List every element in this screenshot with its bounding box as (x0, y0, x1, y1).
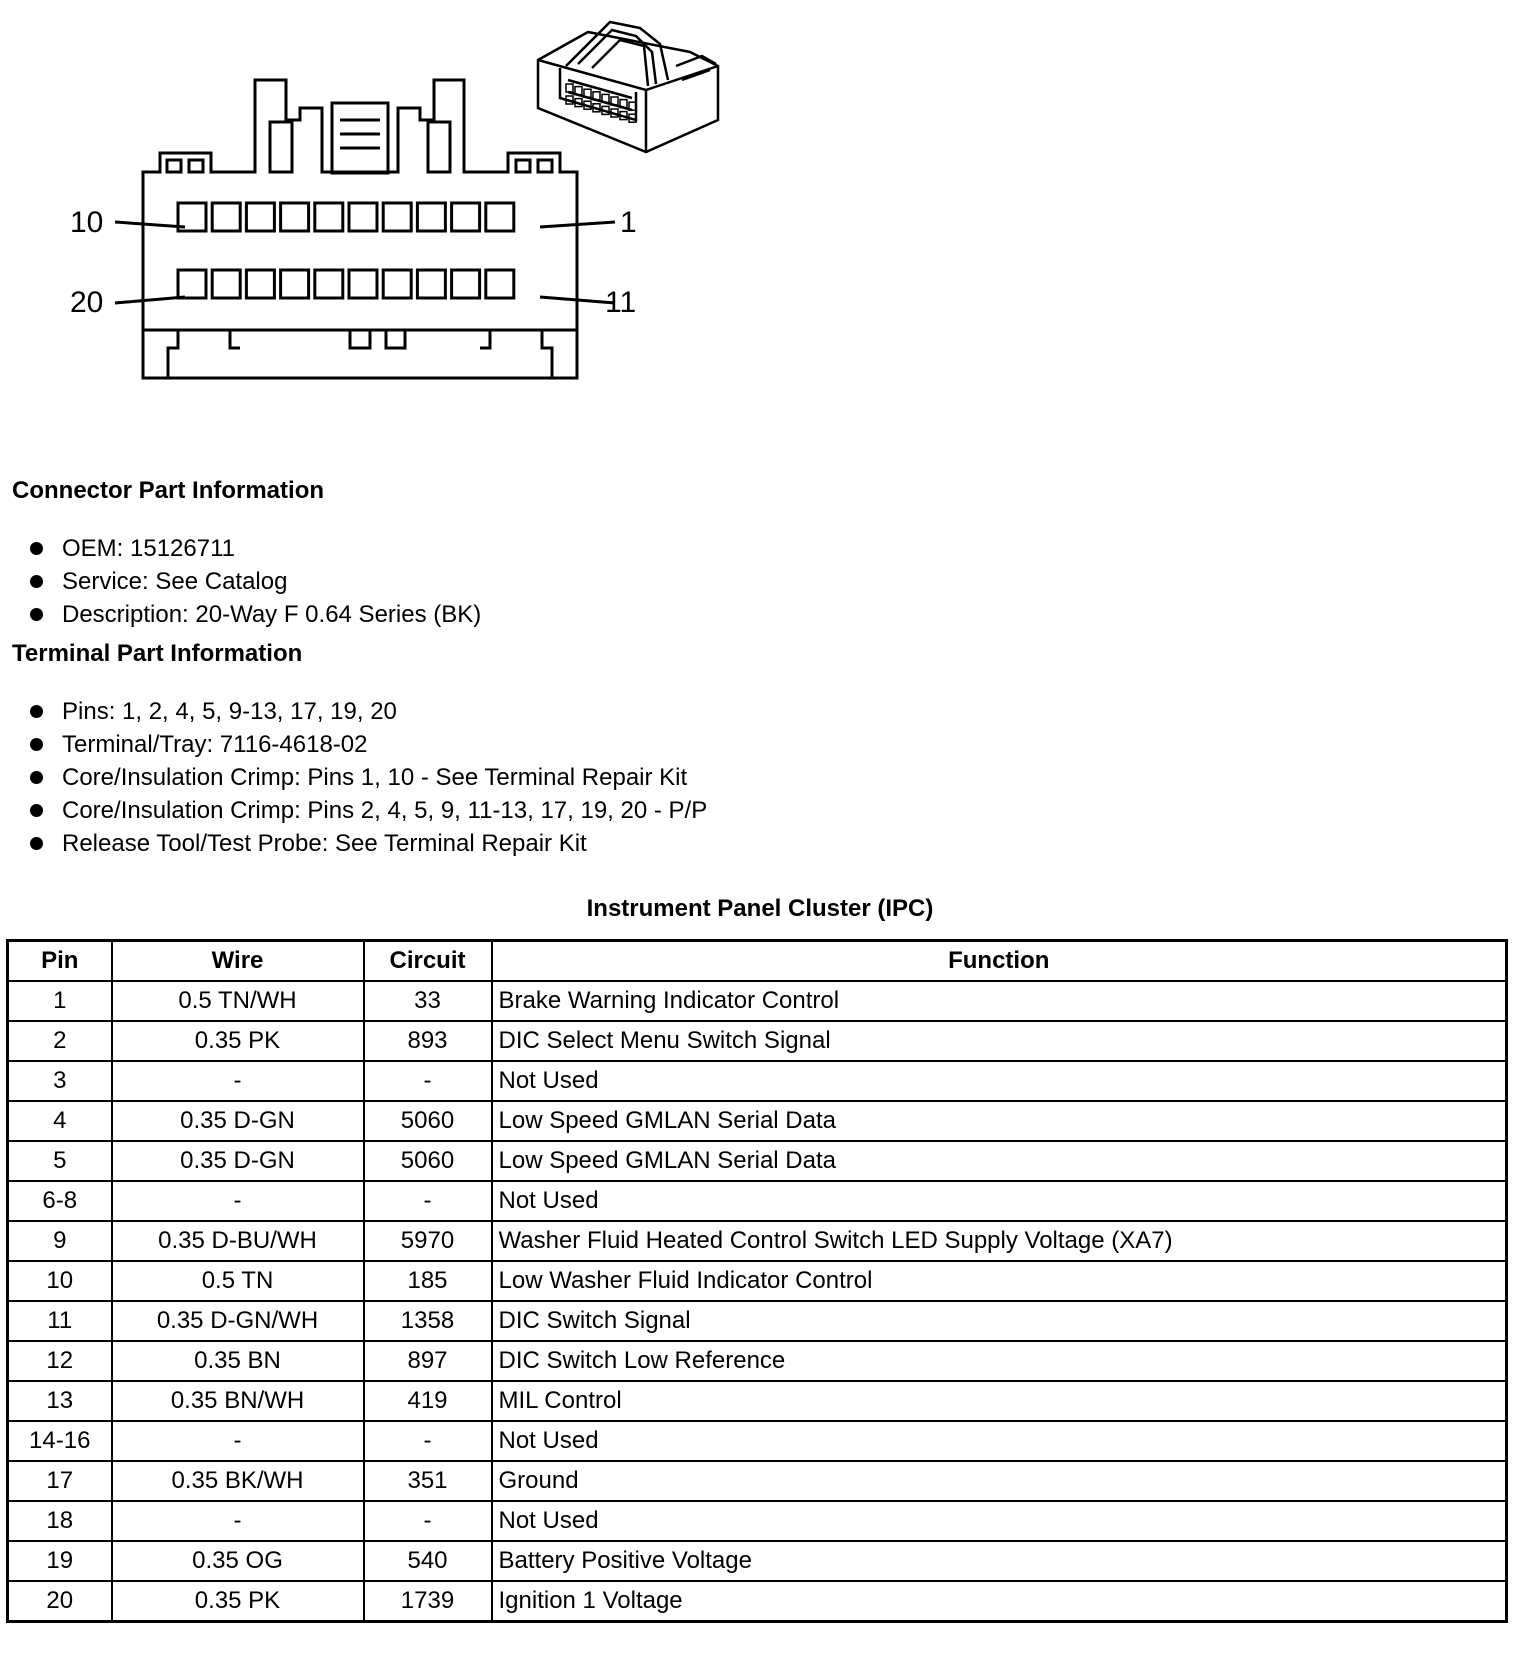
cell-pin: 14-16 (8, 1421, 112, 1461)
terminal-cavity (178, 270, 206, 298)
cavity-row-bottom (178, 270, 514, 298)
cell-pin: 13 (8, 1381, 112, 1421)
cell-circuit: 5970 (364, 1221, 492, 1261)
cell-pin: 17 (8, 1461, 112, 1501)
bullet-icon (30, 837, 43, 850)
bullet-icon (30, 542, 43, 555)
terminal-cavity (246, 270, 274, 298)
bullet-icon (30, 575, 43, 588)
connector-part-heading: Connector Part Information (12, 477, 325, 504)
cavity-row-top (178, 203, 514, 231)
bullet-icon (30, 804, 43, 817)
terminal-part-heading: Terminal Part Information (12, 640, 303, 667)
cell-circuit: - (364, 1061, 492, 1101)
cell-wire: - (112, 1061, 364, 1101)
list-item: Core/Insulation Crimp: Pins 1, 10 - See Terminal Repair Kit (28, 761, 707, 794)
terminal-part-list (28, 695, 707, 860)
cell-pin: 4 (8, 1101, 112, 1141)
table-header-row (8, 941, 1507, 982)
terminal-cavity (212, 203, 240, 231)
pin-label-11: 11 (605, 286, 637, 319)
list-item: Terminal/Tray: 7116-4618-02 (28, 728, 707, 761)
cell-wire: 0.35 D-GN (112, 1101, 364, 1141)
table-title: Instrument Panel Cluster (IPC) (586, 895, 934, 922)
cell-circuit: 540 (364, 1541, 492, 1581)
cell-pin: 19 (8, 1541, 112, 1581)
cell-wire: 0.35 OG (112, 1541, 364, 1581)
connector-3d-illustration (538, 22, 718, 152)
cell-circuit: - (364, 1181, 492, 1221)
table-row (8, 1501, 1507, 1541)
cell-wire: 0.35 D-GN/WH (112, 1301, 364, 1341)
cell-function: Brake Warning Indicator Control (492, 981, 1507, 1021)
connector-housing-outline (143, 80, 577, 378)
cell-pin: 18 (8, 1501, 112, 1541)
table-row (8, 1021, 1507, 1061)
cell-pin: 20 (8, 1581, 112, 1622)
cell-circuit: 897 (364, 1341, 492, 1381)
cell-function: DIC Switch Signal (492, 1301, 1507, 1341)
pinout-table (6, 939, 1508, 1623)
cell-wire: 0.35 D-GN (112, 1141, 364, 1181)
cell-pin: 5 (8, 1141, 112, 1181)
header-pin: Pin (8, 941, 112, 982)
terminal-cavity (452, 203, 480, 231)
table-row (8, 1141, 1507, 1181)
cell-circuit: - (364, 1501, 492, 1541)
cell-circuit: 893 (364, 1021, 492, 1061)
terminal-cavity (486, 203, 514, 231)
table-row (8, 1261, 1507, 1301)
table-row (8, 1461, 1507, 1501)
cell-wire: 0.5 TN (112, 1261, 364, 1301)
cell-wire: 0.35 BK/WH (112, 1461, 364, 1501)
cell-function: DIC Select Menu Switch Signal (492, 1021, 1507, 1061)
header-function: Function (492, 941, 1507, 982)
list-item: Core/Insulation Crimp: Pins 2, 4, 5, 9, 11-13, 17, 19, 20 - P/P (28, 794, 707, 827)
cell-pin: 6-8 (8, 1181, 112, 1221)
cell-circuit: - (364, 1421, 492, 1461)
cell-circuit: 351 (364, 1461, 492, 1501)
pin-label-1: 1 (620, 206, 637, 239)
terminal-cavity (383, 270, 411, 298)
table-row (8, 1101, 1507, 1141)
cell-function: Low Speed GMLAN Serial Data (492, 1101, 1507, 1141)
list-item: Pins: 1, 2, 4, 5, 9-13, 17, 19, 20 (28, 695, 707, 728)
terminal-cavity (417, 203, 445, 231)
cell-pin: 9 (8, 1221, 112, 1261)
cell-function: DIC Switch Low Reference (492, 1341, 1507, 1381)
cell-circuit: 5060 (364, 1101, 492, 1141)
cell-pin: 2 (8, 1021, 112, 1061)
cell-wire: 0.5 TN/WH (112, 981, 364, 1021)
table-row (8, 1541, 1507, 1581)
terminal-cavity (315, 203, 343, 231)
terminal-cavity (212, 270, 240, 298)
cell-wire: 0.35 BN (112, 1341, 364, 1381)
cell-function: Low Speed GMLAN Serial Data (492, 1141, 1507, 1181)
cell-pin: 3 (8, 1061, 112, 1101)
bullet-icon (30, 705, 43, 718)
terminal-cavity (281, 203, 309, 231)
connector-diagram (0, 0, 760, 400)
cell-function: Not Used (492, 1421, 1507, 1461)
list-item: Release Tool/Test Probe: See Terminal Repair Kit (28, 827, 707, 860)
pin-label-20: 20 (70, 286, 104, 319)
terminal-cavity (315, 270, 343, 298)
table-row (8, 1181, 1507, 1221)
cell-function: Not Used (492, 1061, 1507, 1101)
bullet-icon (30, 608, 43, 621)
cell-pin: 1 (8, 981, 112, 1021)
terminal-cavity (486, 270, 514, 298)
table-row (8, 1301, 1507, 1341)
cell-function: Low Washer Fluid Indicator Control (492, 1261, 1507, 1301)
bullet-icon (30, 738, 43, 751)
terminal-cavity (349, 203, 377, 231)
cell-pin: 10 (8, 1261, 112, 1301)
terminal-cavity (349, 270, 377, 298)
table-row (8, 1061, 1507, 1101)
cell-circuit: 1358 (364, 1301, 492, 1341)
cell-function: Ignition 1 Voltage (492, 1581, 1507, 1622)
table-row (8, 1421, 1507, 1461)
list-item: Service: See Catalog (28, 565, 481, 598)
cell-pin: 11 (8, 1301, 112, 1341)
cell-function: Battery Positive Voltage (492, 1541, 1507, 1581)
cell-circuit: 419 (364, 1381, 492, 1421)
cell-circuit: 185 (364, 1261, 492, 1301)
table-row (8, 1581, 1507, 1622)
cell-function: MIL Control (492, 1381, 1507, 1421)
cell-function: Not Used (492, 1501, 1507, 1541)
list-item: OEM: 15126711 (28, 532, 481, 565)
cell-wire: 0.35 D-BU/WH (112, 1221, 364, 1261)
cell-wire: 0.35 PK (112, 1021, 364, 1061)
table-row (8, 1341, 1507, 1381)
cell-circuit: 1739 (364, 1581, 492, 1622)
cell-circuit: 5060 (364, 1141, 492, 1181)
cell-circuit: 33 (364, 981, 492, 1021)
cell-wire: 0.35 BN/WH (112, 1381, 364, 1421)
bullet-icon (30, 771, 43, 784)
cell-wire: - (112, 1501, 364, 1541)
terminal-cavity (383, 203, 411, 231)
header-wire: Wire (112, 941, 364, 982)
cell-wire: - (112, 1421, 364, 1461)
header-circuit: Circuit (364, 941, 492, 982)
terminal-cavity (281, 270, 309, 298)
cell-wire: 0.35 PK (112, 1581, 364, 1622)
table-row (8, 1381, 1507, 1421)
terminal-cavity (246, 203, 274, 231)
table-row (8, 981, 1507, 1021)
cell-pin: 12 (8, 1341, 112, 1381)
cell-function: Ground (492, 1461, 1507, 1501)
pin-label-10: 10 (70, 206, 104, 239)
mini-cavity (566, 84, 573, 92)
cell-wire: - (112, 1181, 364, 1221)
terminal-cavity (452, 270, 480, 298)
cell-function: Washer Fluid Heated Control Switch LED Supply Voltage (XA7) (492, 1221, 1507, 1261)
list-item: Description: 20-Way F 0.64 Series (BK) (28, 598, 481, 631)
table-row (8, 1221, 1507, 1261)
terminal-cavity (417, 270, 445, 298)
cell-function: Not Used (492, 1181, 1507, 1221)
connector-part-list (28, 532, 481, 631)
